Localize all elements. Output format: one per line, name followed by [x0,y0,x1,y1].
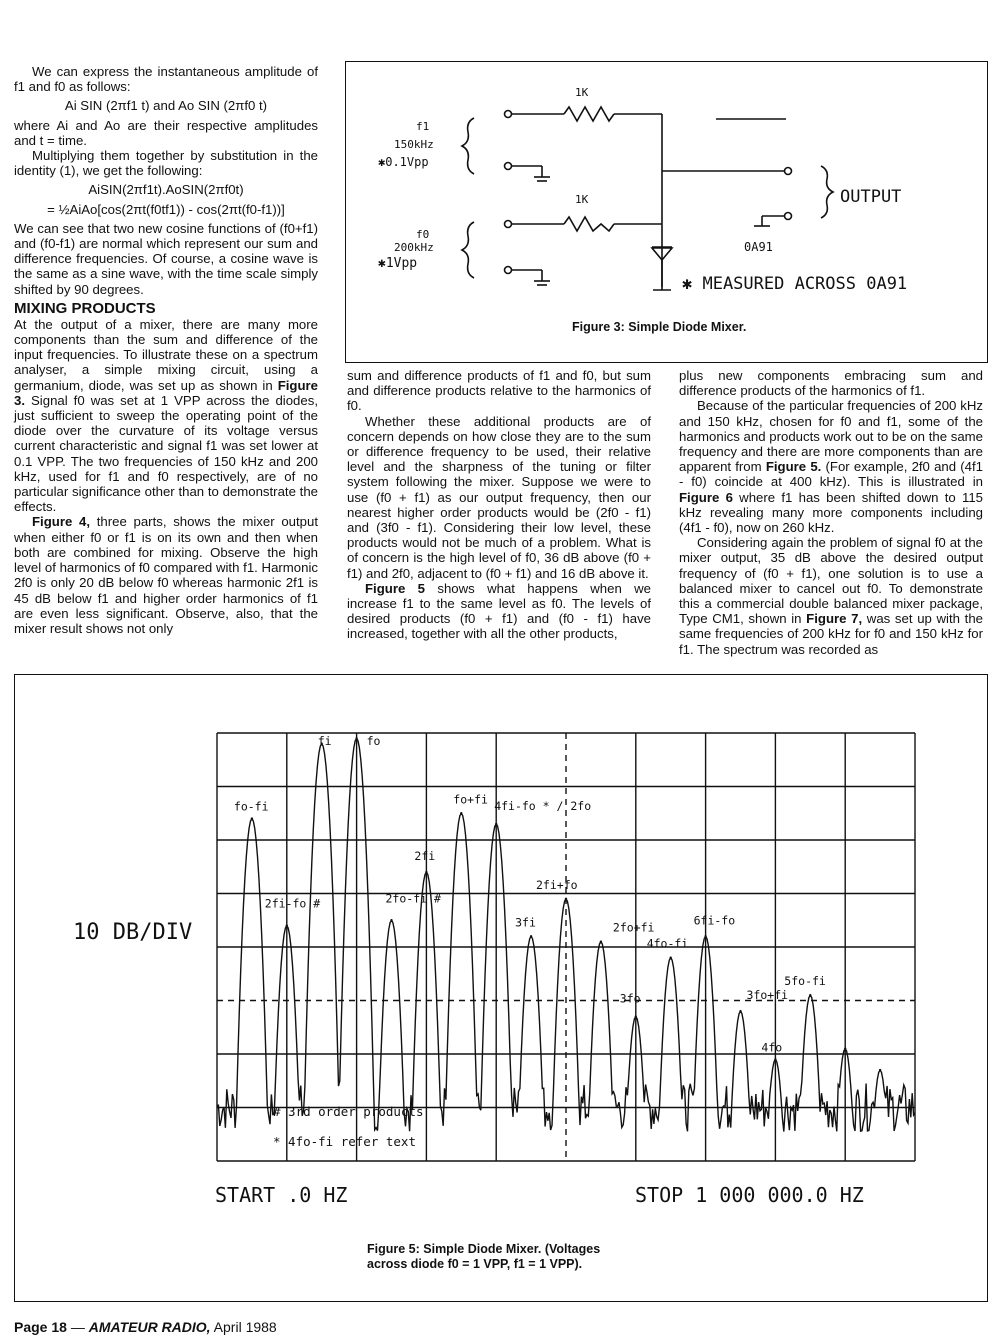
peak-label: 3fo+fi [746,988,789,1003]
col1-paragraph-1: We can express the instantaneous amplitude of f1 and f0 as follows: [14,64,318,95]
peak-label: 2fo+fi [612,920,655,935]
figure-3-caption: Figure 3: Simple Diode Mixer. [572,320,747,334]
issue-date: April 1988 [210,1319,277,1335]
peak-label: 2fo-fi # [385,891,441,906]
equation-3: = ½AiAo[cos(2πt(f0tf1)) - cos(2πt(f0-f1))] [47,201,285,217]
text-run: shows what happens when we increase f1 to the same level as f0. The levels of desired products (f0 + f1) and (f0 - f1) have increased, together with all the other products, [347,580,652,642]
peak-label: fo-fi [233,799,269,814]
figure-3-schematic [346,62,986,362]
stop-label: STOP 1 000 000.0 HZ [635,1183,864,1207]
peak-point [844,1047,846,1049]
figure-reference: Figure 3. [14,377,318,408]
peak-point [635,1015,637,1017]
resistor-1-label: 1K [575,86,589,99]
f1-freq-label: 150kHz [394,138,434,151]
text-run: Considering again the problem of signal f0 at the mixer output, 35 dB above the desired output frequency of (f0 + f1), one solution is to use a balanced mixer to cancel out f0. To demonstrate this a commercial double balanced mixer package, Type CM1, shown in [679,535,983,627]
peak-label: 5fo-fi [784,974,826,989]
col3-paragraph-3 [679,535,983,657]
f1-name-label: f1 [416,120,430,133]
caption-line-1: Figure 5: Simple Diode Mixer. (Voltages [367,1242,601,1256]
figure-reference: Figure 5. [765,459,822,475]
equation-1: Ai SIN (2πf1 t) and Ao SIN (2πf0 t) [64,98,268,114]
legend-3rd-order: # 3rd order products [273,1104,424,1119]
magazine-name: AMATEUR RADIO, [88,1319,211,1335]
column-3 [679,368,983,657]
peak-point [495,823,497,825]
col2-paragraph-2: Whether these additional products are of concern depends on how close they are to the sum or difference frequency to be used, their relative level and the sharpness of the tuning or filter system following the mixer. Suppose we were to use (f0 + f1) as our output frequency, then our nearest higher order products would be (2f0 - f1) and (3f0 - f1). Considering their low level, these products would not be much of a problem. What is of concern is the high level of f0, 36 dB above (f0 + f1) and 2f0, adjacent to (f0 + f1) and 16 dB above it. [347,413,651,581]
peak-point [286,924,288,926]
f0-level-label: ✱1Vpp [378,256,418,271]
peak-point [530,935,532,937]
col2-paragraph-1: sum and difference products of f1 and f0, but sum and difference products relative to the harmonics of f0. [347,368,651,414]
peak-point [739,1010,741,1012]
peak-label: 3fo [619,991,641,1006]
legend-4fo-fi: * 4fo-fi refer text [273,1134,416,1149]
column-1 [14,64,318,636]
figure-reference: Figure 5 [365,580,425,596]
peak-label: fo+fi [453,792,488,807]
footer-separator: — [66,1319,89,1335]
text-run: where f1 has been shifted down to 115 kHz revealing many more components including (4f1 - f0), now on 260 kHz. [679,489,983,536]
text-run: three parts, shows the mixer output when either f0 or f1 is on its own and then when both are combined for mixing. Observe the high level of harmonics of f0 compared with f1. Harmonic 2f0 is only 20 dB below f0 whereas harmonic 2f1 is 45 dB below f1 and higher order harmonics of f1 are even less significant. Observe, also, that the mixer result shows not only [14,514,318,636]
start-label: START .0 HZ [215,1183,348,1207]
col3-paragraph-2 [679,398,983,535]
peak-label: 2fi+fo [536,877,578,892]
peak-point [355,737,357,739]
figure-5-caption [367,1242,600,1272]
col1-paragraph-5 [14,317,318,515]
col2-paragraph-3 [347,581,651,642]
scale-label: 10 DB/DIV [73,920,193,945]
peak-label: fo [366,734,381,748]
peak-point [879,1069,881,1071]
peak-label: 4fo [761,1040,783,1055]
page-footer [14,1319,277,1335]
peak-point [425,871,427,873]
measured-note: ✱ MEASURED ACROSS 0A91 [682,274,908,294]
peak-point [251,817,253,819]
peak-label: fi [317,734,332,748]
peak-label: 2fi [414,849,436,864]
text-run: (For example, 2f0 and (4f1 - f0) coincide at 400 kHz). This is illustrated in [679,459,984,490]
text-run: At the output of a mixer, there are many more components than the sum and difference of the input frequencies. To illustrate these on a spectrum analyser, a simple mixing circuit, using a germanium, diode, was set up as shown in [14,316,318,393]
col1-paragraph-4: We can see that two new cosine functions of (f0+f1) and (f0-f1) are normal which represent our sum and difference frequencies. Of course, a cosine wave is the same as a sine wave, with the time scale simply shifted by 90 degrees. [14,220,318,297]
f0-name-label: f0 [416,228,430,241]
column-2 [347,368,651,642]
peak-point [390,919,392,921]
col3-paragraph-1: plus new components embracing sum and difference products of the harmonics of f1. [679,368,983,399]
figure-5-box [14,674,988,1302]
diode-label: 0A91 [744,240,773,254]
col1-paragraph-2: where Ai and Ao are their respective amplitudes and t = time. [14,117,318,148]
peak-point [774,1058,776,1060]
equation-2: AiSIN(2πf1t).AoSIN(2πf0t) [88,182,244,198]
figure-reference: Figure 4, [32,514,91,530]
text-run: was set up with the same frequencies of 200 kHz for f0 and 150 kHz for f1. The spectrum was recorded as [679,611,983,657]
figure-3-box [345,61,988,363]
section-heading: MIXING PRODUCTS [14,299,156,317]
col1-paragraph-6 [14,514,318,636]
figure-reference: Figure 7, [806,611,863,627]
peak-point [565,898,567,900]
figure-reference: Figure 6 [679,489,733,505]
page-number: Page 18 [14,1319,67,1335]
peak-label: 3fi [515,915,536,930]
text-run: Because of the particular frequencies of 200 kHz and 150 kHz, chosen for f0 and f1, some of the harmonics and products work out to be on the same frequency and there are more components than are apparent from [679,398,983,475]
peak-label: 4fi-fo * / 2fo [494,798,592,813]
peak-point [670,957,672,959]
f1-level-label: ✱0.1Vpp [378,155,429,169]
caption-line-2: across diode f0 = 1 VPP, f1 = 1 VPP). [367,1257,583,1271]
figure-5-spectrum [15,675,987,1301]
text-run: Signal f0 was set at 1 VPP across the diodes, just sufficient to sweep the operating point of the diode over the curvature of its voltage versus current characteristic and signal f1 was set lower at 0.1 VPP. The two frequencies of 150 kHz and 200 kHz, used for f1 and f0 respectively, are of no particular significance other than to demonstrate the effects. [14,392,318,515]
peak-point [600,940,602,942]
f0-freq-label: 200kHz [394,241,434,254]
col1-paragraph-3: Multiplying them together by substitution in the identity (1), we get the following: [14,148,318,179]
peak-label: 2fi-fo # [264,896,321,911]
output-label: OUTPUT [840,187,902,207]
peak-point [704,935,706,937]
peak-point [460,812,462,814]
resistor-2-label: 1K [575,193,589,206]
peak-label: 4fo-fi [646,936,689,951]
peak-label: 6fi-fo [693,913,736,928]
peak-point [809,994,811,996]
